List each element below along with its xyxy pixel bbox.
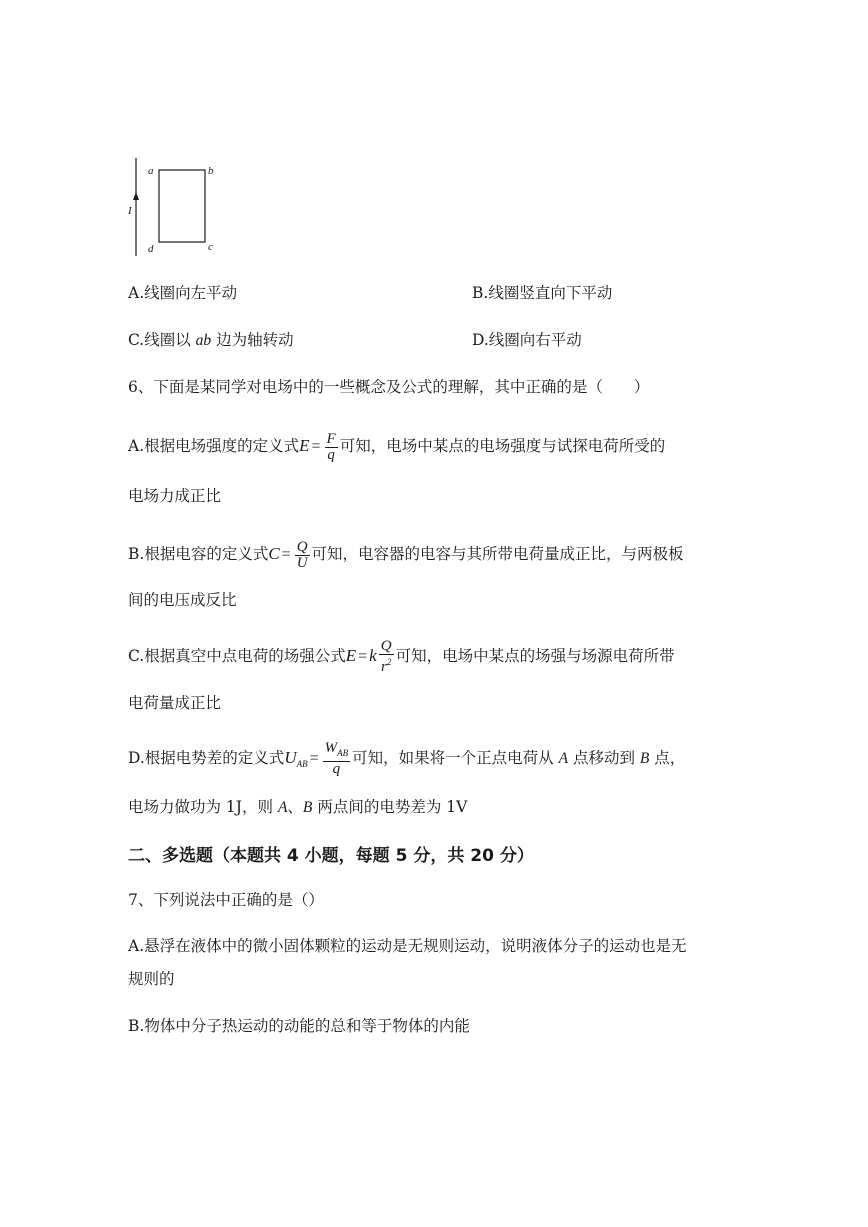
q6-d-den: q [332,761,341,777]
q5-option-c-prefix: C.线圈以 [128,331,196,349]
q6-b-prefix: B.根据电容的定义式 [128,545,269,563]
q6-d-eq: = [309,750,319,767]
q6-a-num: F [326,430,336,447]
q6-a-suffix: 可知，电场中某点的电场强度与试探电荷所受的 [339,437,666,455]
q6-c-den-base: r [380,659,387,675]
q5-option-c-suffix: 边为轴转动 [211,331,294,349]
q6-d-point-a: A [558,750,569,767]
q5-option-a: A.线圈向左平动 [128,284,238,302]
q7-stem: 7、下列说法中正确的是（） [128,891,324,909]
q6-d-suffix-2: 点移动到 [568,749,640,767]
q6-d-line2-prefix: 电场力做功为 1J，则 [128,798,278,816]
corner-label-c: c [208,241,213,253]
q6-b-num: Q [296,538,308,555]
q6-c-den [379,655,394,675]
q6-d-fraction [323,741,351,777]
q6-option-d [128,740,685,782]
q6-b-suffix: 可知，电容器的电容与其所带电荷量成正比，与两极板 [311,545,684,563]
q6-c-fraction [379,639,394,675]
q6-option-a-line2: 电场力成正比 [128,487,222,505]
q6-a-eq: = [311,438,321,455]
q6-d-line2-suffix: 两点间的电势差为 1V [312,798,468,816]
q6-b-eq: = [281,546,291,563]
q6-d-num-sub: AB [337,748,349,758]
corner-label-a: a [148,165,154,177]
q6-d-lhs-sub: AB [296,759,308,770]
q7-option-a: A.悬浮在液体中的微小固体颗粒的运动是无规则运动，说明液体分子的运动也是无 [128,937,687,955]
q6-d-line2-b: B [302,799,313,816]
q6-d-line2-sep: 、 [287,798,303,816]
q5-option-d: D.线圈向右平动 [472,331,582,349]
q6-d-line2-a: A [277,799,288,816]
q6-a-prefix: A.根据电场强度的定义式 [128,437,300,455]
current-label: I [128,205,132,217]
current-arrow-icon [133,192,139,200]
q7-option-b: B.物体中分子热运动的动能的总和等于物体的内能 [128,1017,470,1035]
q6-c-prefix: C.根据真空中点电荷的场强公式 [128,647,346,665]
q5-option-c-var: ab [195,332,212,349]
q6-d-point-b: B [639,750,650,767]
q6-option-c-line2: 电荷量成正比 [128,694,222,712]
q6-a-lhs: E [299,436,310,455]
q6-d-suffix-1: 可知，如果将一个正点电荷从 [352,749,559,767]
q6-option-a [128,428,665,465]
q7-option-a-line2: 规则的 [128,970,175,988]
q5-option-b: B.线圈竖直向下平动 [472,284,613,302]
q6-d-prefix: D.根据电势差的定义式 [128,749,285,767]
q6-d-num-base: W [324,740,338,756]
coil-rectangle [159,170,205,242]
q6-b-den: U [296,554,308,571]
section-heading: 二、多选题（本题共 4 小题，每题 5 分，共 20 分） [128,846,534,866]
q6-option-b [128,536,684,573]
q6-stem: 6、下面是某同学对电场中的一些概念及公式的理解，其中正确的是（ ） [128,378,650,396]
q6-d-lhs: U [284,748,297,767]
q6-b-fraction [295,540,310,571]
coil-wire-figure [124,156,224,260]
q6-c-suffix: 可知，电场中某点的场强与场源电荷所带 [395,647,675,665]
q6-a-fraction [325,432,338,463]
q6-d-num [323,741,351,762]
q6-option-d-line2 [128,797,467,818]
q6-c-k: k [369,646,377,665]
q6-d-suffix-3: 点， [649,749,686,767]
q6-option-c [128,638,675,675]
corner-label-d: d [148,243,154,255]
q6-option-b-line2: 间的电压成反比 [128,591,237,609]
q6-c-eq: = [358,648,368,665]
q5-option-c [128,330,294,351]
q6-a-den: q [327,446,335,463]
q6-c-num: Q [380,638,392,654]
corner-label-b: b [208,165,214,177]
q6-b-lhs: C [268,544,280,563]
q6-c-lhs: E [345,646,357,665]
q6-c-den-sup: 2 [386,657,392,667]
